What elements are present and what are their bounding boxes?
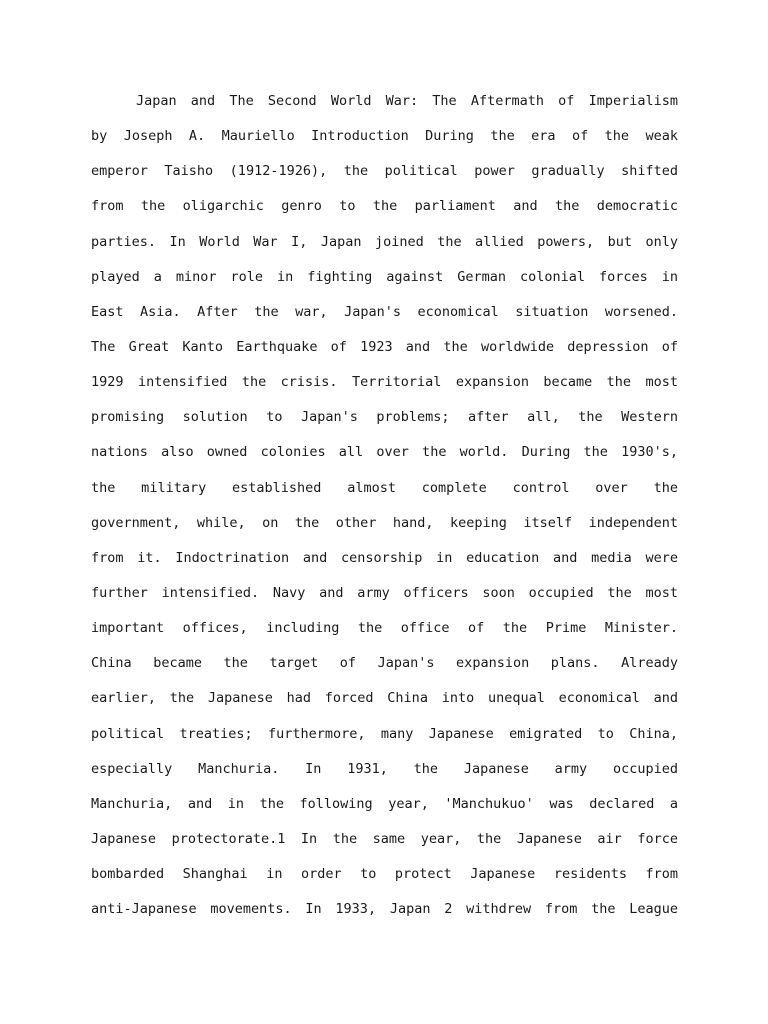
- text-line: parties. In World War I, Japan joined the allied powers, but only: [91, 233, 678, 250]
- text-line: important offices, including the office of the Prime Minister.: [91, 620, 678, 637]
- text-line: Japan and The Second World War: The Aftermath of Imperialism: [136, 93, 678, 109]
- text-line: nations also owned colonies all over the world. During the 1930's,: [91, 444, 678, 461]
- text-line: Manchuria, and in the following year, 'Manchukuo' was declared a: [91, 795, 678, 812]
- text-line: China became the target of Japan's expansion plans. Already: [91, 655, 678, 672]
- body-text: [91, 84, 678, 927]
- text-line: the military established almost complete control over the: [91, 479, 678, 496]
- text-line: political treaties; furthermore, many Japanese emigrated to China,: [91, 725, 678, 742]
- text-line: by Joseph A. Mauriello Introduction During the era of the weak: [91, 128, 678, 145]
- text-line: anti-Japanese movements. In 1933, Japan 2 withdrew from the League: [91, 901, 678, 918]
- text-line: government, while, on the other hand, keeping itself independent: [91, 514, 678, 531]
- text-line: from it. Indoctrination and censorship in education and media were: [91, 549, 678, 566]
- text-line: promising solution to Japan's problems; after all, the Western: [91, 409, 678, 426]
- text-line: Japanese protectorate.1 In the same year, the Japanese air force: [91, 830, 678, 847]
- text-line: East Asia. After the war, Japan's economical situation worsened.: [91, 303, 678, 320]
- text-line: further intensified. Navy and army officers soon occupied the most: [91, 584, 678, 601]
- text-line: played a minor role in fighting against German colonial forces in: [91, 268, 678, 285]
- text-line: emperor Taisho (1912-1926), the political power gradually shifted: [91, 163, 678, 180]
- text-line: earlier, the Japanese had forced China into unequal economical and: [91, 690, 678, 707]
- text-line: bombarded Shanghai in order to protect Japanese residents from: [91, 866, 678, 883]
- text-line: 1929 intensified the crisis. Territorial expansion became the most: [91, 374, 678, 391]
- text-line: The Great Kanto Earthquake of 1923 and the worldwide depression of: [91, 338, 678, 355]
- text-line: from the oligarchic genro to the parliament and the democratic: [91, 198, 678, 215]
- text-line: especially Manchuria. In 1931, the Japanese army occupied: [91, 760, 678, 777]
